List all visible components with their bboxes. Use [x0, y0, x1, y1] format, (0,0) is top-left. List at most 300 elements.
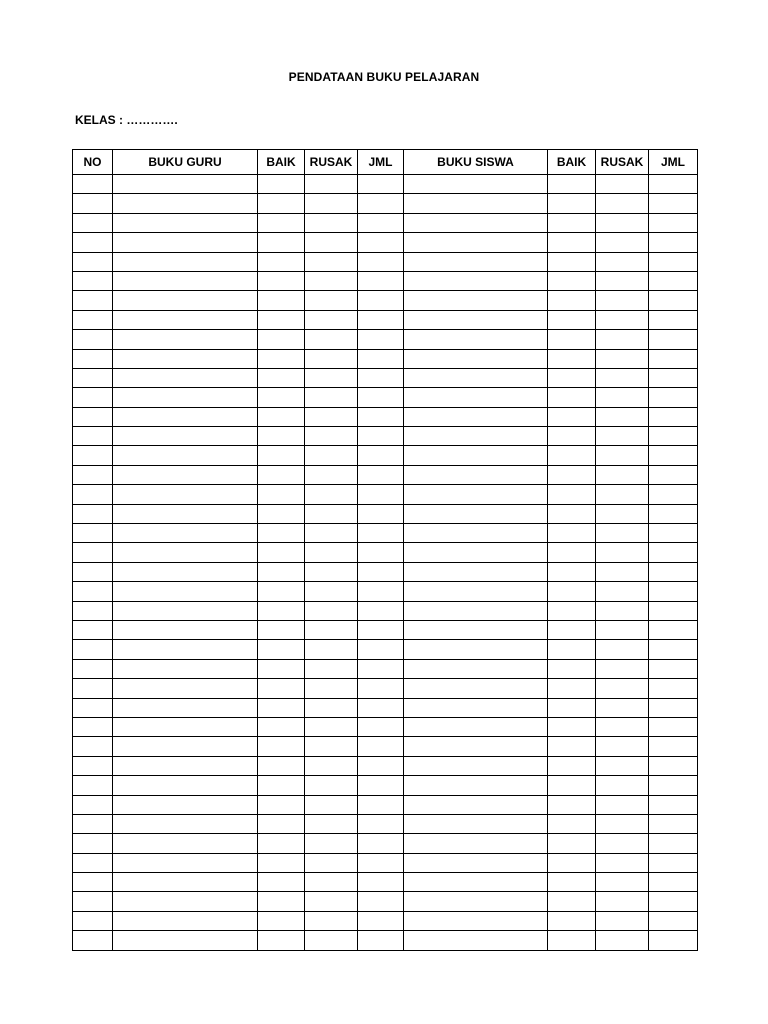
- table-row: [73, 543, 698, 562]
- table-cell: [596, 795, 649, 814]
- table-cell: [404, 679, 548, 698]
- table-row: [73, 175, 698, 194]
- table-cell: [596, 368, 649, 387]
- table-cell: [596, 427, 649, 446]
- table-cell: [113, 427, 258, 446]
- table-cell: [596, 485, 649, 504]
- table-cell: [305, 543, 358, 562]
- table-cell: [596, 446, 649, 465]
- table-cell: [258, 175, 305, 194]
- table-cell: [404, 582, 548, 601]
- table-cell: [404, 194, 548, 213]
- table-cell: [596, 776, 649, 795]
- table-cell: [73, 814, 113, 833]
- table-cell: [358, 504, 404, 523]
- table-cell: [73, 310, 113, 329]
- table-cell: [305, 892, 358, 911]
- table-cell: [649, 814, 698, 833]
- table-cell: [113, 485, 258, 504]
- table-row: [73, 620, 698, 639]
- table-cell: [305, 679, 358, 698]
- table-cell: [258, 349, 305, 368]
- table-cell: [358, 485, 404, 504]
- table-cell: [258, 213, 305, 232]
- table-cell: [258, 543, 305, 562]
- table-cell: [596, 349, 649, 368]
- table-cell: [113, 737, 258, 756]
- table-cell: [113, 233, 258, 252]
- table-cell: [548, 873, 596, 892]
- table-row: [73, 756, 698, 775]
- table-cell: [596, 233, 649, 252]
- table-row: [73, 368, 698, 387]
- table-cell: [548, 582, 596, 601]
- table-cell: [305, 252, 358, 271]
- table-cell: [305, 911, 358, 930]
- table-cell: [649, 582, 698, 601]
- table-cell: [113, 213, 258, 232]
- table-cell: [649, 485, 698, 504]
- table-cell: [404, 892, 548, 911]
- table-cell: [358, 737, 404, 756]
- table-cell: [596, 504, 649, 523]
- table-cell: [596, 698, 649, 717]
- table-cell: [404, 524, 548, 543]
- table-cell: [404, 407, 548, 426]
- table-cell: [258, 737, 305, 756]
- table-cell: [649, 213, 698, 232]
- table-cell: [548, 524, 596, 543]
- table-cell: [258, 911, 305, 930]
- book-inventory-table-wrapper: [72, 149, 697, 951]
- table-cell: [358, 291, 404, 310]
- table-cell: [73, 330, 113, 349]
- table-cell: [596, 834, 649, 853]
- table-cell: [596, 562, 649, 581]
- table-cell: [649, 368, 698, 387]
- table-cell: [113, 504, 258, 523]
- table-row: [73, 717, 698, 736]
- table-cell: [113, 252, 258, 271]
- table-cell: [649, 873, 698, 892]
- table-cell: [548, 175, 596, 194]
- table-row: [73, 776, 698, 795]
- table-cell: [596, 931, 649, 950]
- table-cell: [358, 795, 404, 814]
- table-cell: [358, 911, 404, 930]
- table-cell: [548, 252, 596, 271]
- table-row: [73, 252, 698, 271]
- table-cell: [548, 465, 596, 484]
- table-cell: [305, 601, 358, 620]
- table-cell: [73, 873, 113, 892]
- table-cell: [358, 233, 404, 252]
- table-header-row: [73, 150, 698, 175]
- table-cell: [548, 601, 596, 620]
- table-cell: [258, 407, 305, 426]
- table-cell: [305, 485, 358, 504]
- table-cell: [649, 679, 698, 698]
- table-cell: [358, 213, 404, 232]
- table-row: [73, 485, 698, 504]
- table-cell: [113, 776, 258, 795]
- table-cell: [358, 330, 404, 349]
- table-cell: [258, 388, 305, 407]
- table-cell: [596, 175, 649, 194]
- table-cell: [404, 233, 548, 252]
- table-cell: [258, 330, 305, 349]
- table-cell: [73, 349, 113, 368]
- table-row: [73, 659, 698, 678]
- table-cell: [358, 853, 404, 872]
- table-cell: [358, 388, 404, 407]
- table-cell: [404, 543, 548, 562]
- header-buku-guru: BUKU GURU: [113, 150, 258, 175]
- table-cell: [113, 368, 258, 387]
- table-cell: [305, 795, 358, 814]
- table-cell: [113, 524, 258, 543]
- table-cell: [649, 834, 698, 853]
- table-cell: [404, 310, 548, 329]
- table-cell: [649, 407, 698, 426]
- table-cell: [305, 175, 358, 194]
- table-cell: [258, 659, 305, 678]
- table-cell: [548, 640, 596, 659]
- table-cell: [596, 330, 649, 349]
- table-cell: [305, 931, 358, 950]
- table-cell: [305, 814, 358, 833]
- table-cell: [596, 679, 649, 698]
- table-cell: [596, 892, 649, 911]
- table-cell: [305, 582, 358, 601]
- table-cell: [358, 931, 404, 950]
- table-cell: [113, 194, 258, 213]
- table-cell: [358, 194, 404, 213]
- table-cell: [73, 911, 113, 930]
- table-cell: [73, 601, 113, 620]
- table-cell: [113, 291, 258, 310]
- table-cell: [73, 465, 113, 484]
- table-cell: [305, 310, 358, 329]
- table-cell: [73, 388, 113, 407]
- table-cell: [358, 717, 404, 736]
- table-cell: [596, 465, 649, 484]
- table-cell: [404, 776, 548, 795]
- table-cell: [305, 349, 358, 368]
- table-cell: [258, 640, 305, 659]
- table-cell: [596, 213, 649, 232]
- table-row: [73, 698, 698, 717]
- table-cell: [113, 601, 258, 620]
- table-cell: [258, 873, 305, 892]
- table-cell: [548, 679, 596, 698]
- table-cell: [548, 446, 596, 465]
- table-cell: [596, 524, 649, 543]
- table-cell: [596, 291, 649, 310]
- table-cell: [548, 368, 596, 387]
- table-cell: [258, 446, 305, 465]
- table-cell: [258, 776, 305, 795]
- table-row: [73, 931, 698, 950]
- table-row: [73, 427, 698, 446]
- table-cell: [73, 795, 113, 814]
- table-cell: [548, 562, 596, 581]
- table-cell: [596, 388, 649, 407]
- table-cell: [404, 601, 548, 620]
- table-cell: [358, 620, 404, 639]
- table-cell: [258, 756, 305, 775]
- table-cell: [358, 543, 404, 562]
- table-cell: [305, 640, 358, 659]
- table-cell: [649, 291, 698, 310]
- table-cell: [113, 679, 258, 698]
- table-cell: [596, 717, 649, 736]
- table-cell: [596, 853, 649, 872]
- table-cell: [73, 659, 113, 678]
- book-inventory-table: [72, 149, 698, 951]
- table-cell: [596, 271, 649, 290]
- table-row: [73, 601, 698, 620]
- table-cell: [404, 795, 548, 814]
- table-cell: [649, 756, 698, 775]
- table-cell: [305, 368, 358, 387]
- table-cell: [305, 427, 358, 446]
- table-cell: [113, 330, 258, 349]
- table-cell: [404, 911, 548, 930]
- table-cell: [404, 562, 548, 581]
- table-cell: [258, 717, 305, 736]
- table-cell: [113, 543, 258, 562]
- table-cell: [73, 543, 113, 562]
- table-cell: [258, 582, 305, 601]
- table-cell: [113, 465, 258, 484]
- table-cell: [358, 368, 404, 387]
- table-cell: [596, 310, 649, 329]
- table-cell: [305, 330, 358, 349]
- table-row: [73, 310, 698, 329]
- table-cell: [305, 873, 358, 892]
- table-cell: [548, 776, 596, 795]
- table-cell: [649, 698, 698, 717]
- table-cell: [113, 911, 258, 930]
- table-cell: [305, 562, 358, 581]
- table-cell: [113, 446, 258, 465]
- table-cell: [649, 465, 698, 484]
- table-cell: [548, 310, 596, 329]
- table-cell: [113, 717, 258, 736]
- header-siswa-baik: BAIK: [548, 150, 596, 175]
- table-cell: [649, 601, 698, 620]
- table-cell: [358, 834, 404, 853]
- table-cell: [73, 407, 113, 426]
- table-cell: [258, 504, 305, 523]
- table-cell: [73, 175, 113, 194]
- table-cell: [258, 485, 305, 504]
- table-cell: [73, 737, 113, 756]
- table-row: [73, 795, 698, 814]
- table-cell: [649, 640, 698, 659]
- table-cell: [73, 698, 113, 717]
- table-row: [73, 213, 698, 232]
- table-cell: [258, 834, 305, 853]
- table-cell: [548, 892, 596, 911]
- table-cell: [649, 853, 698, 872]
- table-cell: [73, 717, 113, 736]
- table-row: [73, 504, 698, 523]
- table-cell: [305, 659, 358, 678]
- table-cell: [358, 601, 404, 620]
- table-cell: [305, 698, 358, 717]
- table-cell: [305, 504, 358, 523]
- table-cell: [404, 853, 548, 872]
- table-cell: [305, 213, 358, 232]
- table-cell: [548, 330, 596, 349]
- table-cell: [73, 776, 113, 795]
- table-row: [73, 582, 698, 601]
- table-row: [73, 330, 698, 349]
- table-cell: [358, 407, 404, 426]
- table-cell: [305, 194, 358, 213]
- table-cell: [649, 310, 698, 329]
- table-cell: [258, 427, 305, 446]
- table-cell: [258, 698, 305, 717]
- table-cell: [258, 524, 305, 543]
- table-cell: [73, 620, 113, 639]
- kelas-label: KELAS : ………….: [75, 113, 178, 127]
- table-cell: [548, 834, 596, 853]
- table-cell: [73, 291, 113, 310]
- table-cell: [113, 388, 258, 407]
- table-cell: [258, 679, 305, 698]
- table-cell: [258, 562, 305, 581]
- table-cell: [258, 368, 305, 387]
- table-cell: [113, 310, 258, 329]
- table-cell: [548, 543, 596, 562]
- table-cell: [305, 776, 358, 795]
- table-cell: [649, 543, 698, 562]
- table-cell: [358, 252, 404, 271]
- table-cell: [649, 892, 698, 911]
- table-cell: [404, 737, 548, 756]
- table-cell: [404, 834, 548, 853]
- table-cell: [596, 814, 649, 833]
- table-cell: [404, 291, 548, 310]
- table-cell: [358, 776, 404, 795]
- table-cell: [73, 427, 113, 446]
- table-cell: [596, 194, 649, 213]
- table-cell: [548, 698, 596, 717]
- table-cell: [404, 814, 548, 833]
- table-cell: [548, 853, 596, 872]
- table-cell: [113, 873, 258, 892]
- table-cell: [73, 485, 113, 504]
- table-cell: [404, 271, 548, 290]
- table-cell: [358, 659, 404, 678]
- table-cell: [404, 717, 548, 736]
- table-cell: [358, 310, 404, 329]
- table-row: [73, 291, 698, 310]
- table-row: [73, 349, 698, 368]
- table-cell: [258, 233, 305, 252]
- table-cell: [305, 834, 358, 853]
- table-cell: [358, 892, 404, 911]
- table-row: [73, 194, 698, 213]
- table-row: [73, 834, 698, 853]
- table-cell: [649, 659, 698, 678]
- table-cell: [649, 795, 698, 814]
- table-cell: [548, 407, 596, 426]
- table-cell: [113, 582, 258, 601]
- table-row: [73, 271, 698, 290]
- header-siswa-rusak: RUSAK: [596, 150, 649, 175]
- table-cell: [73, 834, 113, 853]
- table-cell: [649, 776, 698, 795]
- table-cell: [649, 175, 698, 194]
- table-cell: [404, 427, 548, 446]
- table-cell: [649, 524, 698, 543]
- table-body: [73, 175, 698, 951]
- table-cell: [404, 659, 548, 678]
- table-cell: [404, 756, 548, 775]
- table-cell: [649, 194, 698, 213]
- table-cell: [548, 504, 596, 523]
- table-cell: [548, 213, 596, 232]
- table-cell: [73, 582, 113, 601]
- table-cell: [649, 911, 698, 930]
- table-cell: [649, 737, 698, 756]
- table-cell: [596, 756, 649, 775]
- table-cell: [305, 388, 358, 407]
- table-cell: [358, 446, 404, 465]
- table-cell: [113, 892, 258, 911]
- table-cell: [113, 931, 258, 950]
- table-cell: [358, 562, 404, 581]
- table-cell: [258, 194, 305, 213]
- header-no: NO: [73, 150, 113, 175]
- table-cell: [548, 349, 596, 368]
- table-cell: [404, 446, 548, 465]
- table-cell: [548, 756, 596, 775]
- table-cell: [596, 659, 649, 678]
- table-row: [73, 873, 698, 892]
- table-cell: [548, 271, 596, 290]
- document-title: PENDATAAN BUKU PELAJARAN: [288, 70, 480, 84]
- table-cell: [305, 717, 358, 736]
- table-cell: [73, 233, 113, 252]
- table-cell: [358, 814, 404, 833]
- header-guru-baik: BAIK: [258, 150, 305, 175]
- table-cell: [649, 931, 698, 950]
- table-cell: [73, 640, 113, 659]
- table-row: [73, 737, 698, 756]
- table-cell: [305, 233, 358, 252]
- table-cell: [258, 892, 305, 911]
- table-cell: [358, 271, 404, 290]
- table-cell: [258, 465, 305, 484]
- table-cell: [258, 853, 305, 872]
- table-cell: [649, 620, 698, 639]
- table-cell: [113, 659, 258, 678]
- table-cell: [305, 291, 358, 310]
- table-cell: [548, 620, 596, 639]
- table-cell: [596, 252, 649, 271]
- table-cell: [649, 446, 698, 465]
- table-cell: [548, 795, 596, 814]
- table-cell: [358, 873, 404, 892]
- table-cell: [404, 388, 548, 407]
- table-row: [73, 853, 698, 872]
- table-cell: [649, 330, 698, 349]
